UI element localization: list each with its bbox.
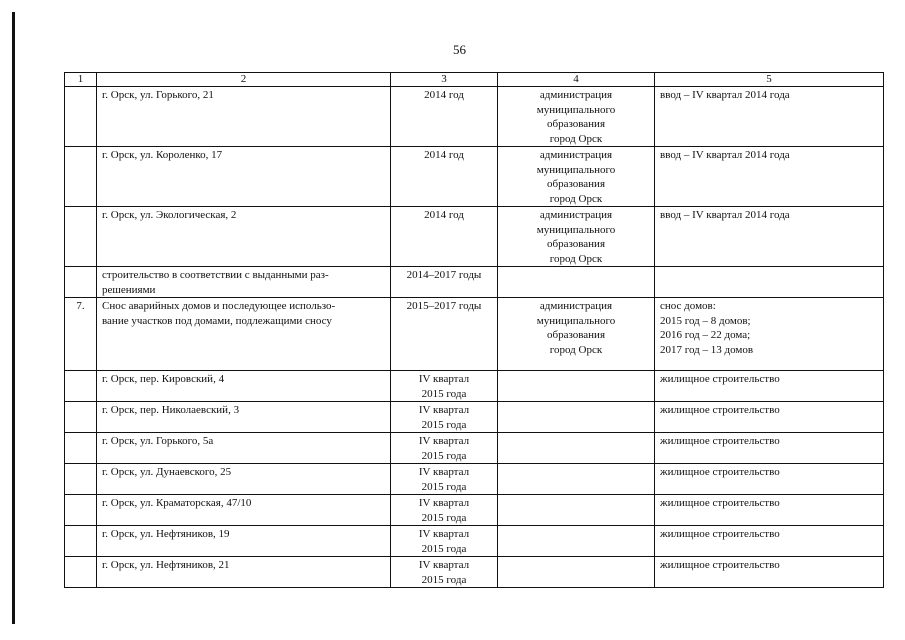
cell-period [391, 557, 498, 588]
cell-text-line: 2015 года [421, 511, 467, 524]
table-row [65, 433, 884, 464]
cell-text-line: муниципального [536, 314, 616, 327]
cell-period [391, 298, 498, 371]
cell-result [655, 464, 884, 495]
cell-text-line: 2015 года [421, 480, 467, 493]
cell-text-line: вание участков под домами, подлежащими сносу [102, 314, 332, 327]
cell-executor [498, 402, 655, 433]
cell-text-line: г. Орск, ул. Нефтяников, 19 [102, 528, 230, 540]
header-cell-2: 2 [97, 73, 391, 87]
cell-text-line: 2016 год – 22 дома; [660, 329, 751, 341]
cell-text-line: жилищное строительство [660, 404, 780, 416]
cell-text-line: IV квартал [418, 373, 470, 385]
cell-number: 7. [65, 298, 97, 371]
cell-text-line: 2014 год [424, 209, 464, 221]
cell-period [391, 147, 498, 207]
cell-number [65, 557, 97, 588]
cell-text-line: г. Орск, ул. Дунаевского, 25 [102, 466, 232, 478]
cell-period [391, 267, 498, 298]
cell-text-line: г. Орск, ул. Короленко, 17 [102, 149, 223, 161]
cell-object [97, 464, 391, 495]
cell-text-line: жилищное строительство [660, 559, 780, 571]
cell-text-line: 2015 года [421, 387, 467, 400]
cell-number [65, 402, 97, 433]
cell-text-line: муниципального [536, 163, 616, 176]
cell-text-line: г. Орск, ул. Краматорская, 47/10 [102, 497, 252, 509]
cell-number [65, 267, 97, 298]
table-row [65, 207, 884, 267]
cell-text-line: 2014–2017 годы [406, 269, 482, 281]
table-row [65, 298, 884, 371]
cell-number [65, 87, 97, 147]
cell-object [97, 402, 391, 433]
header-cell-1: 1 [65, 73, 97, 87]
cell-text-line: город Орск [549, 252, 603, 265]
cell-number [65, 147, 97, 207]
table-header-row [65, 73, 884, 87]
cell-result [655, 526, 884, 557]
table-row [65, 87, 884, 147]
cell-period [391, 495, 498, 526]
cell-text-line: 2015 года [421, 542, 467, 555]
cell-text-line: администрация [539, 89, 613, 101]
cell-text-line: жилищное строительство [660, 373, 780, 385]
cell-executor [498, 267, 655, 298]
cell-text-line: IV квартал [418, 404, 470, 416]
table-row [65, 557, 884, 588]
cell-executor [498, 207, 655, 267]
cell-text-line: город Орск [549, 132, 603, 145]
header-cell-5: 5 [655, 73, 884, 87]
cell-text-line: ввод – IV квартал 2014 года [660, 209, 790, 221]
cell-period [391, 464, 498, 495]
cell-text-line: жилищное строительство [660, 466, 780, 478]
cell-text-line: образования [546, 178, 606, 190]
cell-period [391, 402, 498, 433]
cell-text-line: г. Орск, пер. Кировский, 4 [102, 373, 225, 385]
cell-text-line: город Орск [549, 192, 603, 205]
cell-object [97, 87, 391, 147]
cell-text-line: г. Орск, пер. Николаевский, 3 [102, 404, 240, 416]
cell-text-line: IV квартал [418, 559, 470, 571]
table-row [65, 371, 884, 402]
table-row [65, 526, 884, 557]
cell-period [391, 433, 498, 464]
header-cell-4: 4 [498, 73, 655, 87]
cell-text-line: IV квартал [418, 528, 470, 540]
cell-executor [498, 495, 655, 526]
cell-text-line: строительство в соответствии с выданными раз- [102, 269, 329, 281]
cell-period [391, 87, 498, 147]
table-row [65, 464, 884, 495]
cell-result [655, 495, 884, 526]
table-row [65, 402, 884, 433]
page-number: 56 [453, 42, 466, 57]
cell-executor [498, 557, 655, 588]
cell-result [655, 267, 884, 298]
cell-executor [498, 464, 655, 495]
cell-text-line: 2015 год – 8 домов; [660, 314, 751, 327]
cell-result [655, 207, 884, 267]
cell-number [65, 371, 97, 402]
cell-text-line: 2017 год – 13 домов [660, 343, 754, 356]
cell-result [655, 298, 884, 371]
cell-text-line: образования [546, 118, 606, 130]
cell-result [655, 87, 884, 147]
cell-text-line: 2014 год [424, 149, 464, 161]
cell-number [65, 495, 97, 526]
cell-object [97, 433, 391, 464]
cell-number [65, 464, 97, 495]
cell-text-line: снос домов: [660, 300, 716, 312]
cell-text-line: Снос аварийных домов и последующее использо- [102, 300, 336, 312]
page-edge-line [12, 12, 15, 624]
cell-executor [498, 147, 655, 207]
cell-executor [498, 87, 655, 147]
cell-object [97, 557, 391, 588]
cell-text-line: решениями [102, 283, 156, 296]
cell-text-line: 2015 года [421, 418, 467, 431]
cell-text-line: IV квартал [418, 435, 470, 447]
cell-result [655, 557, 884, 588]
cell-object [97, 526, 391, 557]
cell-text-line: образования [546, 329, 606, 341]
cell-object [97, 495, 391, 526]
cell-result [655, 147, 884, 207]
cell-result [655, 402, 884, 433]
cell-text-line: 2015 года [421, 449, 467, 462]
cell-text-line: IV квартал [418, 466, 470, 478]
cell-text-line: жилищное строительство [660, 497, 780, 509]
cell-object [97, 207, 391, 267]
cell-executor [498, 433, 655, 464]
header-cell-3: 3 [391, 73, 498, 87]
cell-text-line: муниципального [536, 103, 616, 116]
cell-text-line: IV квартал [418, 497, 470, 509]
table-row [65, 267, 884, 298]
cell-text-line: 2015–2017 годы [406, 300, 482, 312]
cell-text-line: муниципального [536, 223, 616, 236]
cell-result [655, 433, 884, 464]
cell-number [65, 526, 97, 557]
cell-object [97, 298, 391, 371]
cell-text-line: 2015 года [421, 573, 467, 586]
cell-executor [498, 526, 655, 557]
cell-text-line: администрация [539, 209, 613, 221]
cell-text-line: г. Орск, ул. Горького, 21 [102, 89, 214, 101]
cell-text-line: г. Орск, ул. Экологическая, 2 [102, 209, 237, 221]
document-table [64, 72, 884, 588]
cell-text-line: 2014 год [424, 89, 464, 101]
cell-text-line: ввод – IV квартал 2014 года [660, 89, 790, 101]
table-row [65, 495, 884, 526]
cell-period [391, 207, 498, 267]
cell-text-line: администрация [539, 300, 613, 312]
cell-text-line: жилищное строительство [660, 528, 780, 540]
cell-period [391, 371, 498, 402]
cell-text-line: ввод – IV квартал 2014 года [660, 149, 790, 161]
cell-text-line: г. Орск, ул. Горького, 5а [102, 435, 214, 447]
cell-number [65, 433, 97, 464]
cell-text-line: город Орск [549, 343, 603, 356]
cell-object [97, 147, 391, 207]
cell-executor [498, 371, 655, 402]
table-row [65, 147, 884, 207]
cell-text-line: г. Орск, ул. Нефтяников, 21 [102, 559, 230, 571]
cell-executor [498, 298, 655, 371]
cell-period [391, 526, 498, 557]
cell-text-line: жилищное строительство [660, 435, 780, 447]
cell-text-line: образования [546, 238, 606, 250]
cell-text-line: администрация [539, 149, 613, 161]
cell-object [97, 371, 391, 402]
cell-result [655, 371, 884, 402]
cell-object [97, 267, 391, 298]
cell-number [65, 207, 97, 267]
